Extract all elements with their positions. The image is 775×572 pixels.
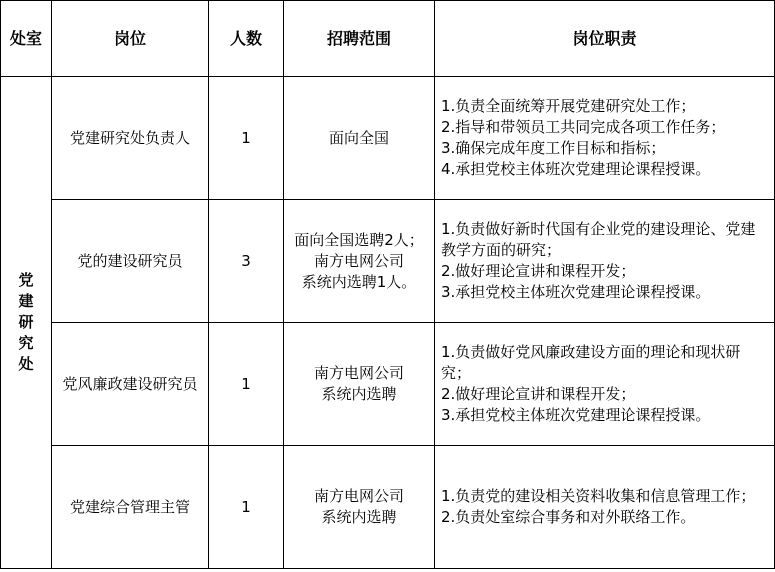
duty-line: 2.做好理论宣讲和课程开发； — [441, 262, 636, 280]
count-cell: 1 — [209, 323, 284, 446]
table-row — [1, 323, 775, 446]
scope-line: 面向全国 — [328, 128, 389, 147]
header-count: 人数 — [209, 1, 284, 77]
header-dept: 处室 — [1, 1, 52, 77]
scope-line: 南方电网公司 — [313, 251, 404, 270]
scope-line: 系统内选聘 — [321, 385, 397, 403]
duty-line: 4.承担党校主体班次党建理论课程授课。 — [441, 160, 711, 178]
duty-line: 1.负责做好新时代国有企业党的建设理论、党建教学方面的研究； — [441, 220, 756, 259]
count-cell: 3 — [209, 200, 284, 323]
duty-line: 2.指导和带领员工共同完成各项工作任务； — [441, 118, 726, 136]
scope-line: 南方电网公司 — [313, 487, 404, 505]
position-cell: 党风廉政建设研究员 — [52, 323, 209, 446]
scope-line: 系统内选聘 — [321, 508, 397, 526]
duties-cell — [435, 200, 775, 323]
position-cell: 党建研究处负责人 — [52, 77, 209, 200]
position-cell: 党建综合管理主管 — [52, 446, 209, 569]
scope-line: 南方电网公司 — [313, 364, 404, 382]
duty-line: 3.确保完成年度工作目标和指标； — [441, 139, 666, 157]
table-row — [1, 200, 775, 323]
dept-cell — [1, 77, 52, 569]
count-cell: 1 — [209, 446, 284, 569]
duty-line: 1.负责党的建设相关资料收集和信息管理工作； — [441, 487, 756, 505]
duty-line: 1.负责做好党风廉政建设方面的理论和现状研究； — [441, 343, 741, 382]
header-position: 岗位 — [52, 1, 209, 77]
duty-line: 2.做好理论宣讲和课程开发； — [441, 385, 636, 403]
duty-line: 2.负责处室综合事务和对外联络工作。 — [441, 508, 696, 526]
scope-cell — [284, 77, 435, 200]
duty-line: 3.承担党校主体班次党建理论课程授课。 — [441, 406, 711, 424]
table-row — [1, 446, 775, 569]
header-duties: 岗位职责 — [435, 1, 775, 77]
count-cell: 1 — [209, 77, 284, 200]
scope-cell — [284, 323, 435, 446]
position-cell: 党的建设研究员 — [52, 200, 209, 323]
duty-line: 3.承担党校主体班次党建理论课程授课。 — [441, 283, 711, 301]
header-row — [1, 1, 775, 77]
scope-cell — [284, 200, 435, 323]
duties-cell — [435, 77, 775, 200]
scope-cell — [284, 446, 435, 569]
duties-cell — [435, 446, 775, 569]
table-row — [1, 77, 775, 200]
duty-line: 1.负责全面统筹开展党建研究处工作； — [441, 97, 696, 115]
scope-line: 系统内选聘1人。 — [301, 272, 417, 291]
scope-line: 面向全国选聘2人； — [294, 230, 424, 249]
duties-cell — [435, 323, 775, 446]
dept-name: 党建研究处 — [18, 271, 34, 373]
header-scope: 招聘范围 — [284, 1, 435, 77]
